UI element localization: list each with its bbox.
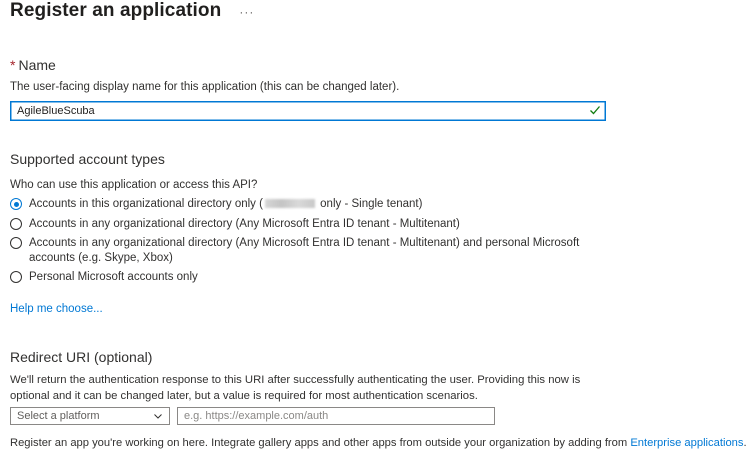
footer-text: [10, 437, 747, 449]
enterprise-applications-link[interactable]: Enterprise applications: [630, 437, 744, 449]
help-me-choose-wrap: [10, 301, 103, 317]
platform-select-value: Select a platform: [17, 410, 100, 422]
name-label: [10, 57, 56, 73]
name-label-text: Name: [18, 57, 56, 73]
option-label-line2: accounts (e.g. Skype, Xbox): [29, 252, 173, 264]
option-label: Personal Microsoft accounts only: [29, 271, 198, 283]
redirect-title: Redirect URI (optional): [10, 349, 153, 365]
help-me-choose-link[interactable]: Help me choose...: [10, 303, 103, 315]
account-option-personal-only[interactable]: [10, 270, 198, 285]
radio-multitenant[interactable]: [10, 218, 22, 230]
option-label: Accounts in any organizational directory (Any Microsoft Entra ID tenant - Multitenant): [29, 218, 460, 230]
option-label: [29, 197, 422, 212]
option-label: [29, 236, 579, 266]
account-types-title: Supported account types: [10, 151, 165, 167]
footer-text-body: Register an app you're working on here. Integrate gallery apps and other apps from outside your organization by adding from: [10, 437, 631, 449]
more-options-icon[interactable]: ···: [239, 5, 255, 19]
redirect-description: [10, 372, 580, 404]
radio-single-tenant[interactable]: [10, 198, 22, 210]
radio-personal-only[interactable]: [10, 271, 22, 283]
redacted-tenant-name: [265, 199, 315, 208]
radio-multitenant-personal[interactable]: [10, 237, 22, 249]
title-row: [10, 0, 254, 22]
page-title: Register an application: [10, 0, 222, 21]
chevron-down-icon: [153, 411, 163, 421]
valid-check-icon: [589, 104, 601, 116]
name-field-wrapper: [10, 101, 606, 121]
platform-select[interactable]: [10, 407, 170, 425]
option-label-end: only - Single tenant): [316, 198, 423, 210]
footer-text-end: .: [743, 437, 747, 449]
account-types-question: Who can use this application or access this API?: [10, 179, 258, 191]
account-option-single-tenant[interactable]: [10, 197, 422, 212]
account-option-multitenant[interactable]: [10, 217, 460, 232]
redirect-description-line1: We'll return the authentication response to this URI after successfully authenticating the user. Providing this now is: [10, 374, 581, 386]
option-label-start: Accounts in this organizational directory only (: [29, 198, 263, 210]
option-label-line1: Accounts in any organizational directory (Any Microsoft Entra ID tenant - Multitenant) and personal Microsoft: [29, 237, 580, 249]
required-marker: *: [10, 57, 16, 73]
account-option-multitenant-personal[interactable]: [10, 236, 579, 266]
name-input[interactable]: [11, 103, 577, 119]
redirect-description-line2: optional and it can be changed later, but a value is required for most authentication scenarios.: [10, 390, 478, 402]
redirect-uri-input[interactable]: [177, 407, 495, 425]
name-description: The user-facing display name for this application (this can be changed later).: [10, 81, 400, 93]
